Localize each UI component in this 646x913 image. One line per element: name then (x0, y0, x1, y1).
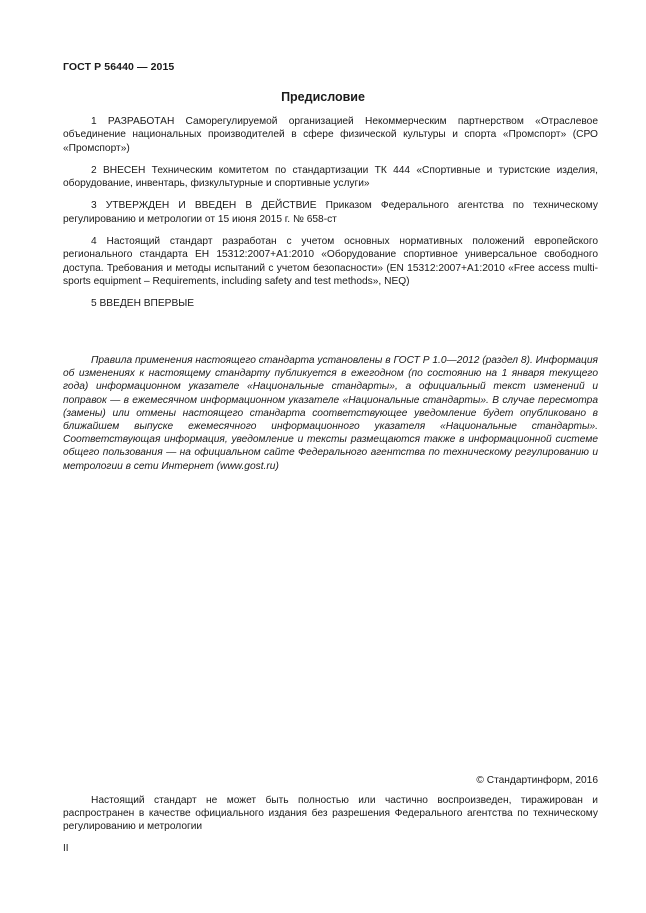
copyright-notice: © Стандартинформ, 2016 (476, 775, 598, 786)
paragraph-introduced: 5 ВВЕДЕН ВПЕРВЫЕ (91, 298, 195, 310)
foreword-paragraphs (63, 115, 598, 320)
paragraph-approved: 3 УТВЕРЖДЕН И ВВЕДЕН В ДЕЙСТВИЕ Приказом Федерального агентства по техническому регулированию и метрологии от 15 июня 2015 г. № 658-ст (63, 200, 598, 225)
application-rules-notice: Правила применения настоящего стандарта установлены в ГОСТ Р 1.0—2012 (раздел 8). Информация об изменениях к настоящему стандарту публикуется в ежегодном (по состоянию на 1 января текущего года) информационном указателе «Национальные стандарты», а официальный текст изменений и поправок — в ежемесячном информационном указателе «Национальные стандарты». В случае пересмотра (замены) или отмены настоящего стандарта соответствующее уведомление будет опубликовано в ближайшем выпуске ежемесячного информационного указателя «Национальные стандарты». Соответствующая информация, уведомление и тексты размещаются также в информационной системе общего пользования — на официальном сайте Федерального агентства по техническому регулированию и метрологии в сети Интернет (www.gost.ru) (63, 355, 598, 472)
page-title: Предисловие (281, 90, 365, 104)
page-number: II (63, 843, 69, 854)
paragraph-submitted: 2 ВНЕСЕН Техническим комитетом по стандартизации ТК 444 «Спортивные и туристские изделия, оборудование, инвентарь, физкультурные и спортивные услуги» (63, 164, 598, 190)
document-header: ГОСТ Р 56440 — 2015 (63, 61, 175, 73)
paragraph-developed: 1 РАЗРАБОТАН Саморегулируемой организацией Некоммерческим партнерством «Отраслевое объединение национальных производителей в сфере физической культуры и спорта «Промспорт» (СРО «Промспорт») (63, 116, 598, 154)
reproduction-notice: Настоящий стандарт не может быть полностью или частично воспроизведен, тиражирован и распространен в качестве официального издания без разрешения Федерального агентства по техническому регулированию и метрологии (63, 795, 598, 833)
paragraph-basis: 4 Настоящий стандарт разработан с учетом основных нормативных положений европейского регионального стандарта ЕН 15312:2007+А1:2010 «Оборудование спортивное универсальное свободного доступа. Требования и методы испытаний с учетом безопасности» (EN 15312:2007+А1:2010 «Free access multi-sports equipment – Requirements, including safety and test methods», NEQ) (63, 236, 598, 287)
